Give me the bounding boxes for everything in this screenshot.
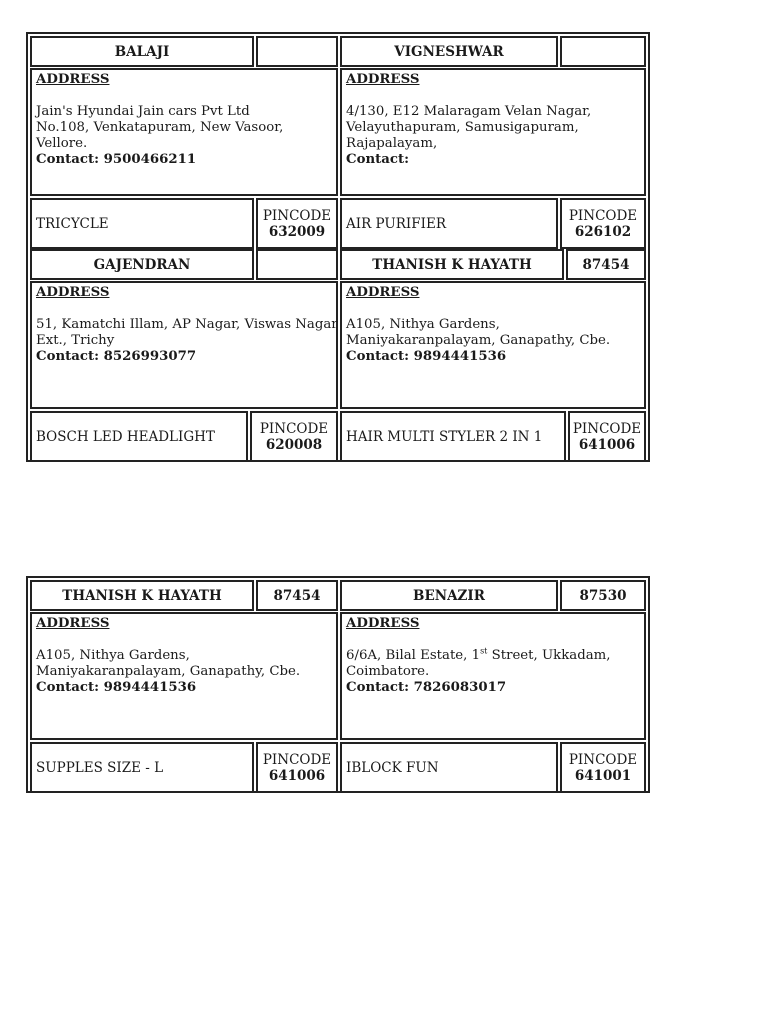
address-text: 6/6A, Bilal Estate, 1	[346, 648, 481, 663]
contact-number: Contact: 9500466211	[36, 152, 197, 167]
recipient-name: THANISH K HAYATH	[30, 580, 254, 611]
recipient-name: GAJENDRAN	[30, 249, 254, 280]
item-name: SUPPLES SIZE - L	[30, 742, 254, 793]
address-box	[30, 281, 338, 409]
pincode-value: 626102	[574, 223, 632, 240]
address-line: Maniyakaranpalayam, Ganapathy, Cbe.	[36, 664, 301, 679]
address-line: Jain's Hyundai Jain cars Pvt Ltd	[36, 104, 250, 119]
address-heading: ADDRESS	[36, 72, 110, 87]
recipient-name: THANISH K HAYATH	[340, 249, 564, 280]
address-line: Vellore.	[36, 136, 88, 151]
order-id: 87454	[566, 249, 646, 280]
address-line: Ext., Trichy	[36, 333, 115, 348]
address-heading: ADDRESS	[36, 285, 110, 300]
address-heading: ADDRESS	[346, 616, 420, 631]
order-id	[560, 36, 646, 67]
pincode-label: PINCODE	[572, 420, 642, 437]
item-name: HAIR MULTI STYLER 2 IN 1	[340, 411, 566, 462]
pincode-value: 641001	[574, 767, 632, 784]
item-name: BOSCH LED HEADLIGHT	[30, 411, 248, 462]
address-line: Rajapalayam,	[346, 136, 438, 151]
address-line	[346, 648, 640, 664]
pincode-box	[560, 198, 646, 249]
pincode-box	[256, 198, 338, 249]
pincode-label: PINCODE	[568, 207, 638, 224]
order-id: 87530	[560, 580, 646, 611]
pincode-box	[560, 742, 646, 793]
pincode-value: 632009	[268, 223, 326, 240]
pincode-label: PINCODE	[262, 751, 332, 768]
address-line: A105, Nithya Gardens,	[36, 648, 190, 663]
pincode-box	[256, 742, 338, 793]
contact-number: Contact:	[346, 152, 410, 167]
pincode-value: 641006	[268, 767, 326, 784]
pincode-box	[568, 411, 646, 462]
address-line: 4/130, E12 Malaragam Velan Nagar,	[346, 104, 592, 119]
contact-number: Contact: 7826083017	[346, 680, 507, 695]
address-heading: ADDRESS	[36, 616, 110, 631]
pincode-value: 620008	[265, 436, 323, 453]
recipient-name: VIGNESHWAR	[340, 36, 558, 67]
address-line: A105, Nithya Gardens,	[346, 317, 500, 332]
address-line: Maniyakaranpalayam, Ganapathy, Cbe.	[346, 333, 611, 348]
item-name: IBLOCK FUN	[340, 742, 558, 793]
address-line: Velayuthapuram, Samusigapuram,	[346, 120, 579, 135]
address-box	[30, 612, 338, 740]
order-id: 87454	[256, 580, 338, 611]
address-line: No.108, Venkatapuram, New Vasoor,	[36, 120, 284, 135]
address-box	[340, 281, 646, 409]
address-line: 51, Kamatchi Illam, AP Nagar, Viswas Nagar	[36, 317, 338, 332]
address-text: Street, Ukkadam,	[487, 648, 611, 663]
pincode-label: PINCODE	[259, 420, 329, 437]
contact-number: Contact: 9894441536	[36, 680, 197, 695]
recipient-name: BALAJI	[30, 36, 254, 67]
address-heading: ADDRESS	[346, 285, 420, 300]
address-box	[340, 612, 646, 740]
order-id	[256, 36, 338, 67]
item-name: TRICYCLE	[30, 198, 254, 249]
contact-number: Contact: 8526993077	[36, 349, 197, 364]
address-box	[340, 68, 646, 196]
pincode-value: 641006	[578, 436, 636, 453]
address-line: Coimbatore.	[346, 664, 430, 679]
label-sheet-bottom	[26, 576, 650, 793]
recipient-name: BENAZIR	[340, 580, 558, 611]
label-sheet-top	[26, 32, 650, 462]
item-name: AIR PURIFIER	[340, 198, 558, 249]
pincode-box	[250, 411, 338, 462]
pincode-label: PINCODE	[568, 751, 638, 768]
order-id	[256, 249, 338, 280]
ordinal-suffix: st	[480, 646, 488, 656]
address-heading: ADDRESS	[346, 72, 420, 87]
pincode-label: PINCODE	[262, 207, 332, 224]
address-box	[30, 68, 338, 196]
contact-number: Contact: 9894441536	[346, 349, 507, 364]
